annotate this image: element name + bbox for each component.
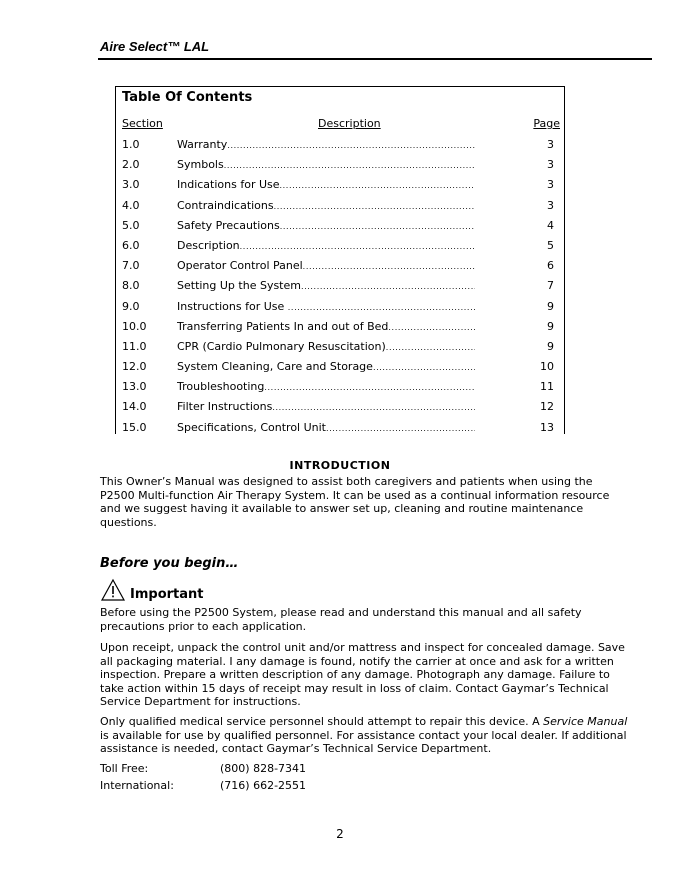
toc-title: Table Of Contents xyxy=(122,90,253,105)
toc-page-number: 10 xyxy=(540,360,554,374)
toc-page-number: 12 xyxy=(540,400,554,414)
toc-page-number: 3 xyxy=(547,198,554,212)
toc-column-description: Description xyxy=(318,117,381,130)
toc-description: Setting Up the System ..... xyxy=(177,279,475,292)
before-you-begin-heading: Before you begin… xyxy=(100,556,239,571)
toc-section-number: 12.0 xyxy=(122,360,147,374)
header-divider xyxy=(98,58,652,60)
toc-description: Troubleshooting ..... xyxy=(177,380,475,393)
toc-page-number: 7 xyxy=(547,279,554,293)
service-manual-title: Service Manual xyxy=(543,715,628,728)
repair-paragraph: Only qualified medical service personnel should attempt to repair this device. A Service Manual is available for use by qualified personnel. For assistance contact your local dealer. If additional assistance is needed, contact Gaymar’s Technical Service Department. xyxy=(100,715,628,756)
toc-page-number: 6 xyxy=(547,259,554,273)
toc-row xyxy=(116,176,564,196)
page-number: 2 xyxy=(336,827,344,841)
toc-section-number: 14.0 xyxy=(122,400,147,414)
toc-section-number: 13.0 xyxy=(122,380,147,394)
toc-description: Operator Control Panel ..... xyxy=(177,259,475,272)
toc-row xyxy=(116,318,564,338)
toc-description: Description ..... xyxy=(177,239,475,252)
toc-description: Transferring Patients In and out of Bed ..... xyxy=(177,320,475,333)
toc-section-number: 15.0 xyxy=(122,420,147,434)
toc-row xyxy=(116,398,564,418)
toc-section-number: 1.0 xyxy=(122,138,140,151)
toc-description: Indications for Use ..... xyxy=(177,178,475,191)
receipt-paragraph: Upon receipt, unpack the control unit and/or mattress and inspect for concealed damage. Save all packaging material. I any damage is found, notify the carrier at once and ask for a written inspection. Prepare a written description of any damage. Photograph any damage. Failure to take action within 15 days of receipt may result in loss of claim. Contact Gaymar’s Technical Service Department for instructions. xyxy=(100,641,625,709)
toc-description: System Cleaning, Care and Storage ..... xyxy=(177,360,475,373)
toc-column-page: Page xyxy=(533,117,560,130)
toc-row xyxy=(116,378,564,398)
toc-section-number: 5.0 xyxy=(122,218,140,232)
toc-section-number: 2.0 xyxy=(122,158,140,172)
toc-section-number: 3.0 xyxy=(122,178,140,192)
important-paragraph: Before using the P2500 System, please read and understand this manual and all safety precautions prior to each application. xyxy=(100,606,582,633)
introduction-heading: INTRODUCTION xyxy=(289,459,391,472)
toc-page-number: 3 xyxy=(547,138,554,151)
toc-description: CPR (Cardio Pulmonary Resuscitation) ..... xyxy=(177,340,475,353)
contact-phone: (800) 828-7341 xyxy=(220,762,307,775)
toc-row xyxy=(116,298,564,318)
contact-label: International: xyxy=(100,779,174,792)
toc-description: Safety Precautions ..... xyxy=(177,219,475,232)
toc-column-section: Section xyxy=(122,117,163,130)
toc-row xyxy=(116,338,564,358)
toc-section-number: 4.0 xyxy=(122,198,140,212)
toc-section-number: 11.0 xyxy=(122,339,147,353)
toc-section-number: 6.0 xyxy=(122,238,140,252)
toc-section-number: 7.0 xyxy=(122,259,140,273)
toc-row xyxy=(116,156,564,176)
toc-page-number: 3 xyxy=(547,158,554,172)
table-of-contents xyxy=(115,86,565,434)
toc-page-number: 9 xyxy=(547,299,554,313)
toc-page-number: 9 xyxy=(547,319,554,333)
toc-description: Filter Instructions ..... xyxy=(177,400,475,413)
document-header-title: Aire Select™ LAL xyxy=(100,39,210,54)
toc-section-number: 8.0 xyxy=(122,279,140,293)
toc-page-number: 9 xyxy=(547,339,554,353)
introduction-paragraph: This Owner’s Manual was designed to assist both caregivers and patients when using the P2500 Multi-function Air Therapy System. It can be used as a continual information resource and we suggest having it available to answer set up, cleaning and routine maintenance questions. xyxy=(100,475,610,529)
toc-section-number: 10.0 xyxy=(122,319,147,333)
toc-description: Symbols ..... xyxy=(177,158,475,171)
contact-label: Toll Free: xyxy=(100,762,149,775)
toc-description: Contraindications ..... xyxy=(177,199,475,212)
toc-description: Specifications, Control Unit ..... xyxy=(177,421,475,434)
toc-row xyxy=(116,277,564,297)
toc-row xyxy=(116,358,564,378)
toc-row xyxy=(116,237,564,257)
toc-page-number: 13 xyxy=(540,420,554,434)
contact-phone: (716) 662-2551 xyxy=(220,779,307,792)
toc-row xyxy=(116,257,564,277)
toc-row xyxy=(116,217,564,237)
important-label: Important xyxy=(130,587,204,602)
warning-triangle-icon xyxy=(100,578,126,602)
toc-row xyxy=(116,419,564,439)
toc-page-number: 4 xyxy=(547,218,554,232)
toc-page-number: 11 xyxy=(540,380,554,394)
toc-description: Instructions for Use ..... xyxy=(177,300,475,313)
toc-page-number: 5 xyxy=(547,238,554,252)
toc-page-number: 3 xyxy=(547,178,554,192)
toc-row xyxy=(116,136,564,156)
toc-description: Warranty ..... xyxy=(177,138,475,151)
toc-row xyxy=(116,197,564,217)
toc-section-number: 9.0 xyxy=(122,299,140,313)
toc-entries xyxy=(116,136,564,439)
